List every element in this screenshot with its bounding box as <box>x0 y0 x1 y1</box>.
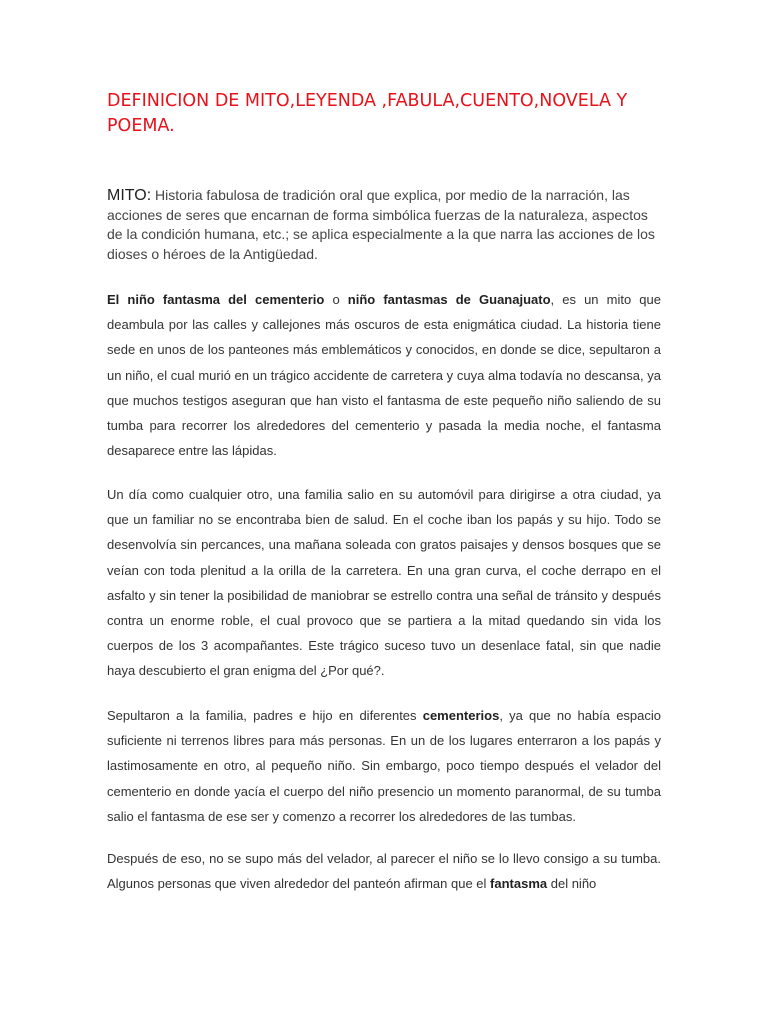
bold-phrase-1: El niño fantasma del cementerio <box>107 292 325 307</box>
bold-cementerios: cementerios <box>422 708 500 723</box>
paragraph-3 <box>107 703 661 829</box>
paragraph-4-before: Después de eso, no se supo más del velador, al parecer el niño se lo llevo consigo a su tumba. Algunos personas que viven alrededor del panteón afirman que el <box>107 851 661 892</box>
document-title: DEFINICION DE MITO,LEYENDA ,FABULA,CUENTO,NOVELA Y POEMA. <box>107 91 628 136</box>
bold-phrase-2: niño fantasmas de Guanajuato <box>347 292 551 307</box>
paragraph-4-after: del niño <box>547 876 597 892</box>
mito-definition <box>107 186 667 264</box>
paragraph-3-before: Sepultaron a la familia, padres e hijo en diferentes <box>107 708 423 723</box>
paragraph-2 <box>107 482 661 684</box>
definition-text: Historia fabulosa de tradición oral que explica, por medio de la narración, las acciones de seres que encarnan de forma simbólica fuerzas de la naturaleza, aspectos de la condición humana, etc.; se aplica especialmente a la que narra las acciones de los dioses o héroes de la Antigüedad. <box>107 187 655 262</box>
paragraph-2-text: Un día como cualquier otro, una familia salio en su automóvil para dirigirse a otra ciudad, ya que un familiar no se encontraba bien de salud. En el coche iban los papás y su hijo. Todo se desenvolvía sin percances, una mañana soleada con gratos paisajes y densos bosques que se veían con toda plenitud a la orilla de la carretera. En una gran curva, el coche derrapo en el asfalto y sin tener la posibilidad de maniobrar se estrello contra una señal de tránsito y después contra un enorme roble, el cual provoco que se partiera a la mitad quedando sin vida los cuerpos de los 3 acompañantes. Este trágico suceso tuvo un desenlace fatal, sin que nadie haya descubierto el gran enigma del ¿Por qué?. <box>107 487 661 679</box>
paragraph-1-text: , es un mito que deambula por las calles y callejones más oscuros de esta enigmática ciudad. La historia tiene sede en unos de los panteones más emblemáticos y conocidos, en donde se dice, sepultaron a un niño, el cual murió en un trágico accidente de carretera y cuya alma todavía no descansa, ya que muchos testigos aseguran que han visto el fantasma de este pequeño niño saliendo de su tumba para recorrer los alrededores del cementerio y pasada la media noche, el fantasma desaparece entre las lápidas. <box>107 292 661 459</box>
connector-text: o <box>324 292 348 307</box>
bold-fantasma: fantasma <box>490 876 548 892</box>
paragraph-4 <box>107 846 661 896</box>
paragraph-1 <box>107 287 661 463</box>
paragraph-3-after: , ya que no había espacio suficiente ni terrenos libres para más personas. En un de los lugares enterraron a los papás y lastimosamente en otro, al pequeño niño. Sin embargo, poco tiempo después el velador del cementerio en donde yacía el cuerpo del niño presencio un momento paranormal, de su tumba salio el fantasma de ese ser y comenzo a recorrer los alrededores de las tumbas. <box>107 708 661 824</box>
definition-term: MITO: <box>107 187 152 204</box>
